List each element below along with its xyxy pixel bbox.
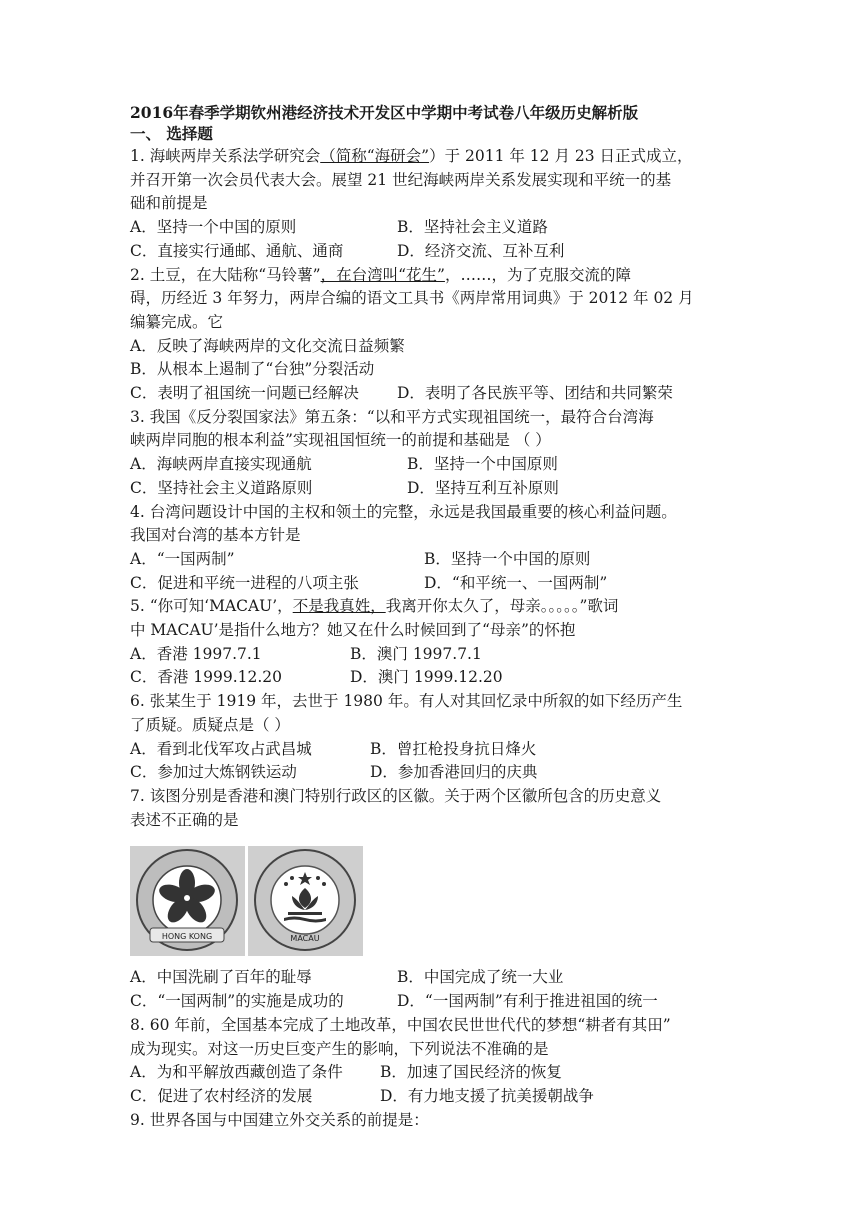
option-a[interactable]: A．海峡两岸直接实现通航 [130, 455, 312, 474]
question-5-stem-line-1 [130, 595, 730, 619]
question-5-stem-line-2: 中 MACAU’是指什么地方？她又在什么时候回到了“母亲”的怀抱 [130, 621, 576, 640]
option-d[interactable]: D．参加香港回归的庆典 [370, 763, 538, 782]
macau-emblem-image [248, 846, 363, 956]
option-a[interactable]: A．为和平解放西藏创造了条件 [130, 1063, 343, 1082]
emblem-images [130, 846, 730, 956]
options-row [130, 572, 730, 596]
question-7-stem-line-2: 表述不正确的是 [130, 810, 239, 829]
options-row [130, 382, 730, 406]
question-4-stem-line-1: 4. 台湾问题设计中国的主权和领土的完整，永远是我国最重要的核心利益问题。 [130, 502, 677, 521]
option-c[interactable]: C．“一国两制”的实施是成功的 [130, 992, 344, 1011]
question-6 [130, 690, 730, 785]
underlined-text: 不是我真姓， [292, 597, 386, 616]
stem-text: 我离开你太久了，母亲。。。。。”歌词 [385, 597, 619, 616]
option-a[interactable]: A．香港 1997.7.1 [130, 644, 262, 663]
section-heading: 一、 选择题 [130, 124, 213, 143]
question-1-stem-line-2: 并召开第一次会员代表大会。展望 21 世纪海峡两岸关系发展实现和平统一的基 [130, 170, 672, 189]
option-a[interactable]: A．看到北伐军攻占武昌城 [130, 739, 312, 758]
options-row [130, 666, 730, 690]
stem-text: 5. “你可知‘MACAU’， [130, 597, 293, 616]
option-d[interactable]: D．澳门 1999.12.20 [350, 668, 503, 687]
underlined-text: （简称“海研会” [320, 147, 430, 165]
option-d[interactable]: D．“一国两制”有利于推进祖国的统一 [397, 992, 658, 1011]
option-d[interactable]: D．“和平统一、一国两制” [424, 573, 608, 592]
question-8 [130, 1014, 730, 1109]
option-c[interactable]: C．坚持社会主义道路原则 [130, 478, 313, 497]
question-3-stem-line-1: 3. 我国《反分裂国家法》第五条：“以和平方式实现祖国统一，最符合台湾海 [130, 407, 654, 426]
option-a[interactable]: A．中国洗刷了百年的耻辱 [130, 968, 312, 987]
question-3-stem-line-2: 峡两岸同胞的根本利益”实现祖国恒统一的前提和基础是 （ ） [130, 431, 551, 450]
options-row [130, 966, 730, 990]
option-c[interactable]: C．促进了农村经济的发展 [130, 1086, 313, 1105]
question-2 [130, 264, 730, 406]
options-row [130, 453, 730, 477]
option-b[interactable]: B．加速了国民经济的恢复 [380, 1063, 562, 1082]
option-b[interactable]: B．从根本上遏制了“台独”分裂活动 [130, 360, 375, 379]
option-c[interactable]: C．参加过大炼钢铁运动 [130, 763, 297, 782]
option-b[interactable]: B．坚持社会主义道路 [397, 218, 548, 237]
option-d[interactable]: D．表明了各民族平等、团结和共同繁荣 [397, 384, 673, 403]
options-row [130, 990, 730, 1014]
question-3 [130, 406, 730, 501]
options-row [130, 643, 730, 667]
option-b[interactable]: B．中国完成了统一大业 [397, 968, 564, 987]
option-b[interactable]: B．澳门 1997.7.1 [350, 644, 482, 663]
question-9 [130, 1109, 730, 1133]
option-d[interactable]: D．经济交流、互补互利 [397, 241, 565, 260]
option-b[interactable]: B．坚持一个中国原则 [407, 455, 558, 474]
question-2-stem-line-1 [130, 264, 730, 288]
question-8-stem-line-1: 8. 60 年前，全国基本完成了土地改革，中国农民世世代代的梦想“耕者有其田” [130, 1015, 671, 1034]
options-row [130, 548, 730, 572]
option-b[interactable]: B．曾扛枪投身抗日烽火 [370, 739, 537, 758]
question-1-stem-line-3: 础和前提是 [130, 194, 208, 213]
question-2-stem-line-2: 碍，历经近 3 年努力，两岸合编的语文工具书《两岸常用词典》于 2012 年 02 月 [130, 289, 694, 308]
option-c[interactable]: C．促进和平统一进程的八项主张 [130, 573, 359, 592]
options-row [130, 477, 730, 501]
option-c[interactable]: C．直接实行通邮、通航、通商 [130, 241, 344, 260]
question-6-stem-line-2: 了质疑。质疑点是（ ） [130, 715, 290, 734]
options-row [130, 738, 730, 762]
option-c[interactable]: C．香港 1999.12.20 [130, 668, 283, 687]
stem-text: 1. 海峡两岸关系法学研究会 [130, 147, 321, 165]
stem-text: ）于 2011 年 12 月 23 日正式成立， [429, 147, 693, 165]
question-1-stem-line-1 [130, 145, 730, 169]
options-row [130, 1061, 730, 1085]
option-d[interactable]: D．坚持互利互补原则 [407, 478, 559, 497]
question-2-stem-line-3: 编纂完成。它 [130, 312, 224, 331]
option-a[interactable]: A．坚持一个中国的原则 [130, 218, 297, 237]
exam-page [130, 103, 730, 1132]
options-row [130, 1085, 730, 1109]
underlined-text: ，在台湾叫“花生” [320, 265, 445, 284]
question-7-stem-line-1: 7. 该图分别是香港和澳门特别行政区的区徽。关于两个区徽所包含的历史意义 [130, 786, 662, 805]
options-row [130, 216, 730, 240]
stem-text: 2. 土豆，在大陆称“马铃薯” [130, 265, 321, 284]
option-d[interactable]: D．有力地支援了抗美援朝战争 [380, 1086, 594, 1105]
stem-text: ，……，为了克服交流的障 [444, 265, 631, 284]
option-a[interactable]: A．“一国两制” [130, 549, 235, 568]
exam-title: 2016年春季学期钦州港经济技术开发区中学期中考试卷八年级历史解析版 [130, 103, 639, 122]
macau-emblem-label: MACAU [290, 934, 320, 944]
options-row [130, 240, 730, 264]
options-row [130, 761, 730, 785]
option-c[interactable]: C．表明了祖国统一问题已经解决 [130, 384, 359, 403]
question-9-stem-line-1: 9. 世界各国与中国建立外交关系的前提是： [130, 1110, 429, 1129]
question-1 [130, 145, 730, 264]
option-b[interactable]: B．坚持一个中国的原则 [424, 549, 591, 568]
option-a[interactable]: A．反映了海峡两岸的文化交流日益频繁 [130, 336, 405, 355]
question-8-stem-line-2: 成为现实。对这一历史巨变产生的影响，下列说法不准确的是 [130, 1039, 549, 1058]
hong-kong-emblem-image [130, 846, 245, 956]
hong-kong-emblem-label: HONG KONG [161, 932, 213, 942]
question-6-stem-line-1: 6. 张某生于 1919 年，去世于 1980 年。有人对其回忆录中所叙的如下经历产生 [130, 692, 683, 711]
question-5 [130, 595, 730, 690]
question-4-stem-line-2: 我国对台湾的基本方针是 [130, 526, 301, 545]
question-4 [130, 501, 730, 596]
question-7 [130, 785, 730, 1014]
